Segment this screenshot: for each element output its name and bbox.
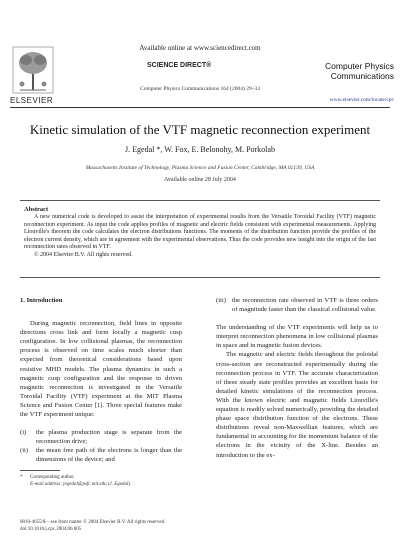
footnote-divider <box>20 470 60 471</box>
front-matter-line: 0010-4655/$ – see front matter © 2004 Elsevier B.V. All rights reserved. <box>20 520 166 525</box>
list-item <box>216 296 378 314</box>
intro-paragraph: During magnetic reconnection, field lines in opposite directions cross link and form locally a magnetic cusp configuration. In low collisional plasmas, the reconnection process is observed on time scales much shorter than expected from theoretical considerations based upon resistive MHD models. The plasma dynamics in such a magnetic cusp configuration and the response to driven magnetic reconnection is investigated in the Versatile Toroidal Facility (VTF) experiment at the MIT Plasma Science and Fusion Center [1]. Three special features make the VTF experiment unique: <box>20 320 182 419</box>
list-item <box>20 446 182 464</box>
doi-link[interactable]: doi:10.1016/j.cpc.2004.06.005 <box>20 527 82 532</box>
footnote-email[interactable]: E-mail address: jegedal@psfc.mit.edu (J. Egedal). <box>30 482 132 487</box>
left-column <box>20 296 182 465</box>
article-authors: J. Egedal *, W. Fox, E. Belonohy, M. Porkolab <box>125 145 275 154</box>
header-divider <box>10 107 390 108</box>
abstract-copyright: © 2004 Elsevier B.V. All rights reserved. <box>34 251 133 258</box>
body-paragraph-2: The magnetic and electric fields throughout the poloidal cross-section are reconstructed experimentally during the reconnection process in VTF. The accurate characterization of these steady state profiles provides an excellent basis for detailed kinetic simulations of the reconnection process. With the known electric and magnetic fields Liouville's equation is readily solved numerically, providing the detailed phase space distribution function of the electrons. These distributions reveal non-Maxwellian features, which are fundamental in accounting for the momentum balance of the electrons in the vicinity of the X-line. Besides an introduction to the ex- <box>216 351 378 459</box>
front-matter-info <box>20 519 320 533</box>
abstract-paragraph: A new numerical code is developed to assist the interpretation of experimental results from the Versatile Toroidal Facility (VTF) magnetic reconnection experiment. As input the code applies profiles of magnetic and electric fields consistent with experimental measurements. Applying Liouville's theorem the code calculates the electron distributions functions. The moments of the distribution function provide the profiles of the electron current density, which are in agreement with the experimental observations. Thus the code provides new insight into the origin of the fast reconnection rates observed in VTF. <box>24 214 376 251</box>
feature-list-continued <box>216 296 378 314</box>
feature-list <box>20 428 182 464</box>
abstract-heading: Abstract <box>24 206 49 213</box>
list-item-text: the plasma production stage is separate from the reconnection drive; <box>36 429 182 446</box>
abstract-body <box>24 214 376 260</box>
sciencedirect-brand-text: SCIENCE DIRECT® <box>147 62 212 69</box>
journal-url-link[interactable]: www.elsevier.com/locate/cpc <box>329 97 394 103</box>
article-title: Kinetic simulation of the VTF magnetic reconnection experiment <box>29 122 371 137</box>
author-affiliation: Massachusetts Institute of Technology, Plasma Science and Fusion Center, Cambridge, MA 02139, USA <box>85 165 315 171</box>
journal-name-line1: Computer Physics <box>325 61 394 71</box>
section-heading-introduction: 1. Introduction <box>20 297 63 304</box>
footnote-line1: Corresponding author. <box>30 475 75 480</box>
journal-name-line2: Communications <box>330 71 394 81</box>
abstract-bottom-divider <box>20 277 380 278</box>
abstract-top-divider <box>20 200 380 201</box>
list-item-label: (iii) <box>216 297 226 304</box>
journal-reference: Computer Physics Communications 164 (2004) 29–33 <box>140 86 260 92</box>
journal-name <box>300 61 394 81</box>
footnote <box>20 474 190 488</box>
right-column <box>216 296 378 460</box>
sciencedirect-logo <box>145 55 255 73</box>
available-online-notice: Available online at www.sciencedirect.com <box>139 44 261 52</box>
body-paragraph-1: The understanding of the VTF experiments will help us to interpret reconnection phenomena in low collisional plasmas in space and in magnetic fusion devices. <box>216 324 378 350</box>
list-item-text: the reconnection rate observed in VTF is three orders of magnitude faster than the classical collisional value. <box>232 297 378 314</box>
available-online-date: Available online 28 July 2004 <box>164 177 236 183</box>
list-item <box>20 428 182 446</box>
list-item-label: (ii) <box>20 447 29 455</box>
list-item-label: (i) <box>20 429 27 437</box>
publisher-name: ELSEVIER <box>10 96 54 105</box>
list-item-text: the mean free path of the electrons is longer than the dimensions of the device; and <box>36 447 182 464</box>
footnote-marker: * <box>20 475 23 480</box>
